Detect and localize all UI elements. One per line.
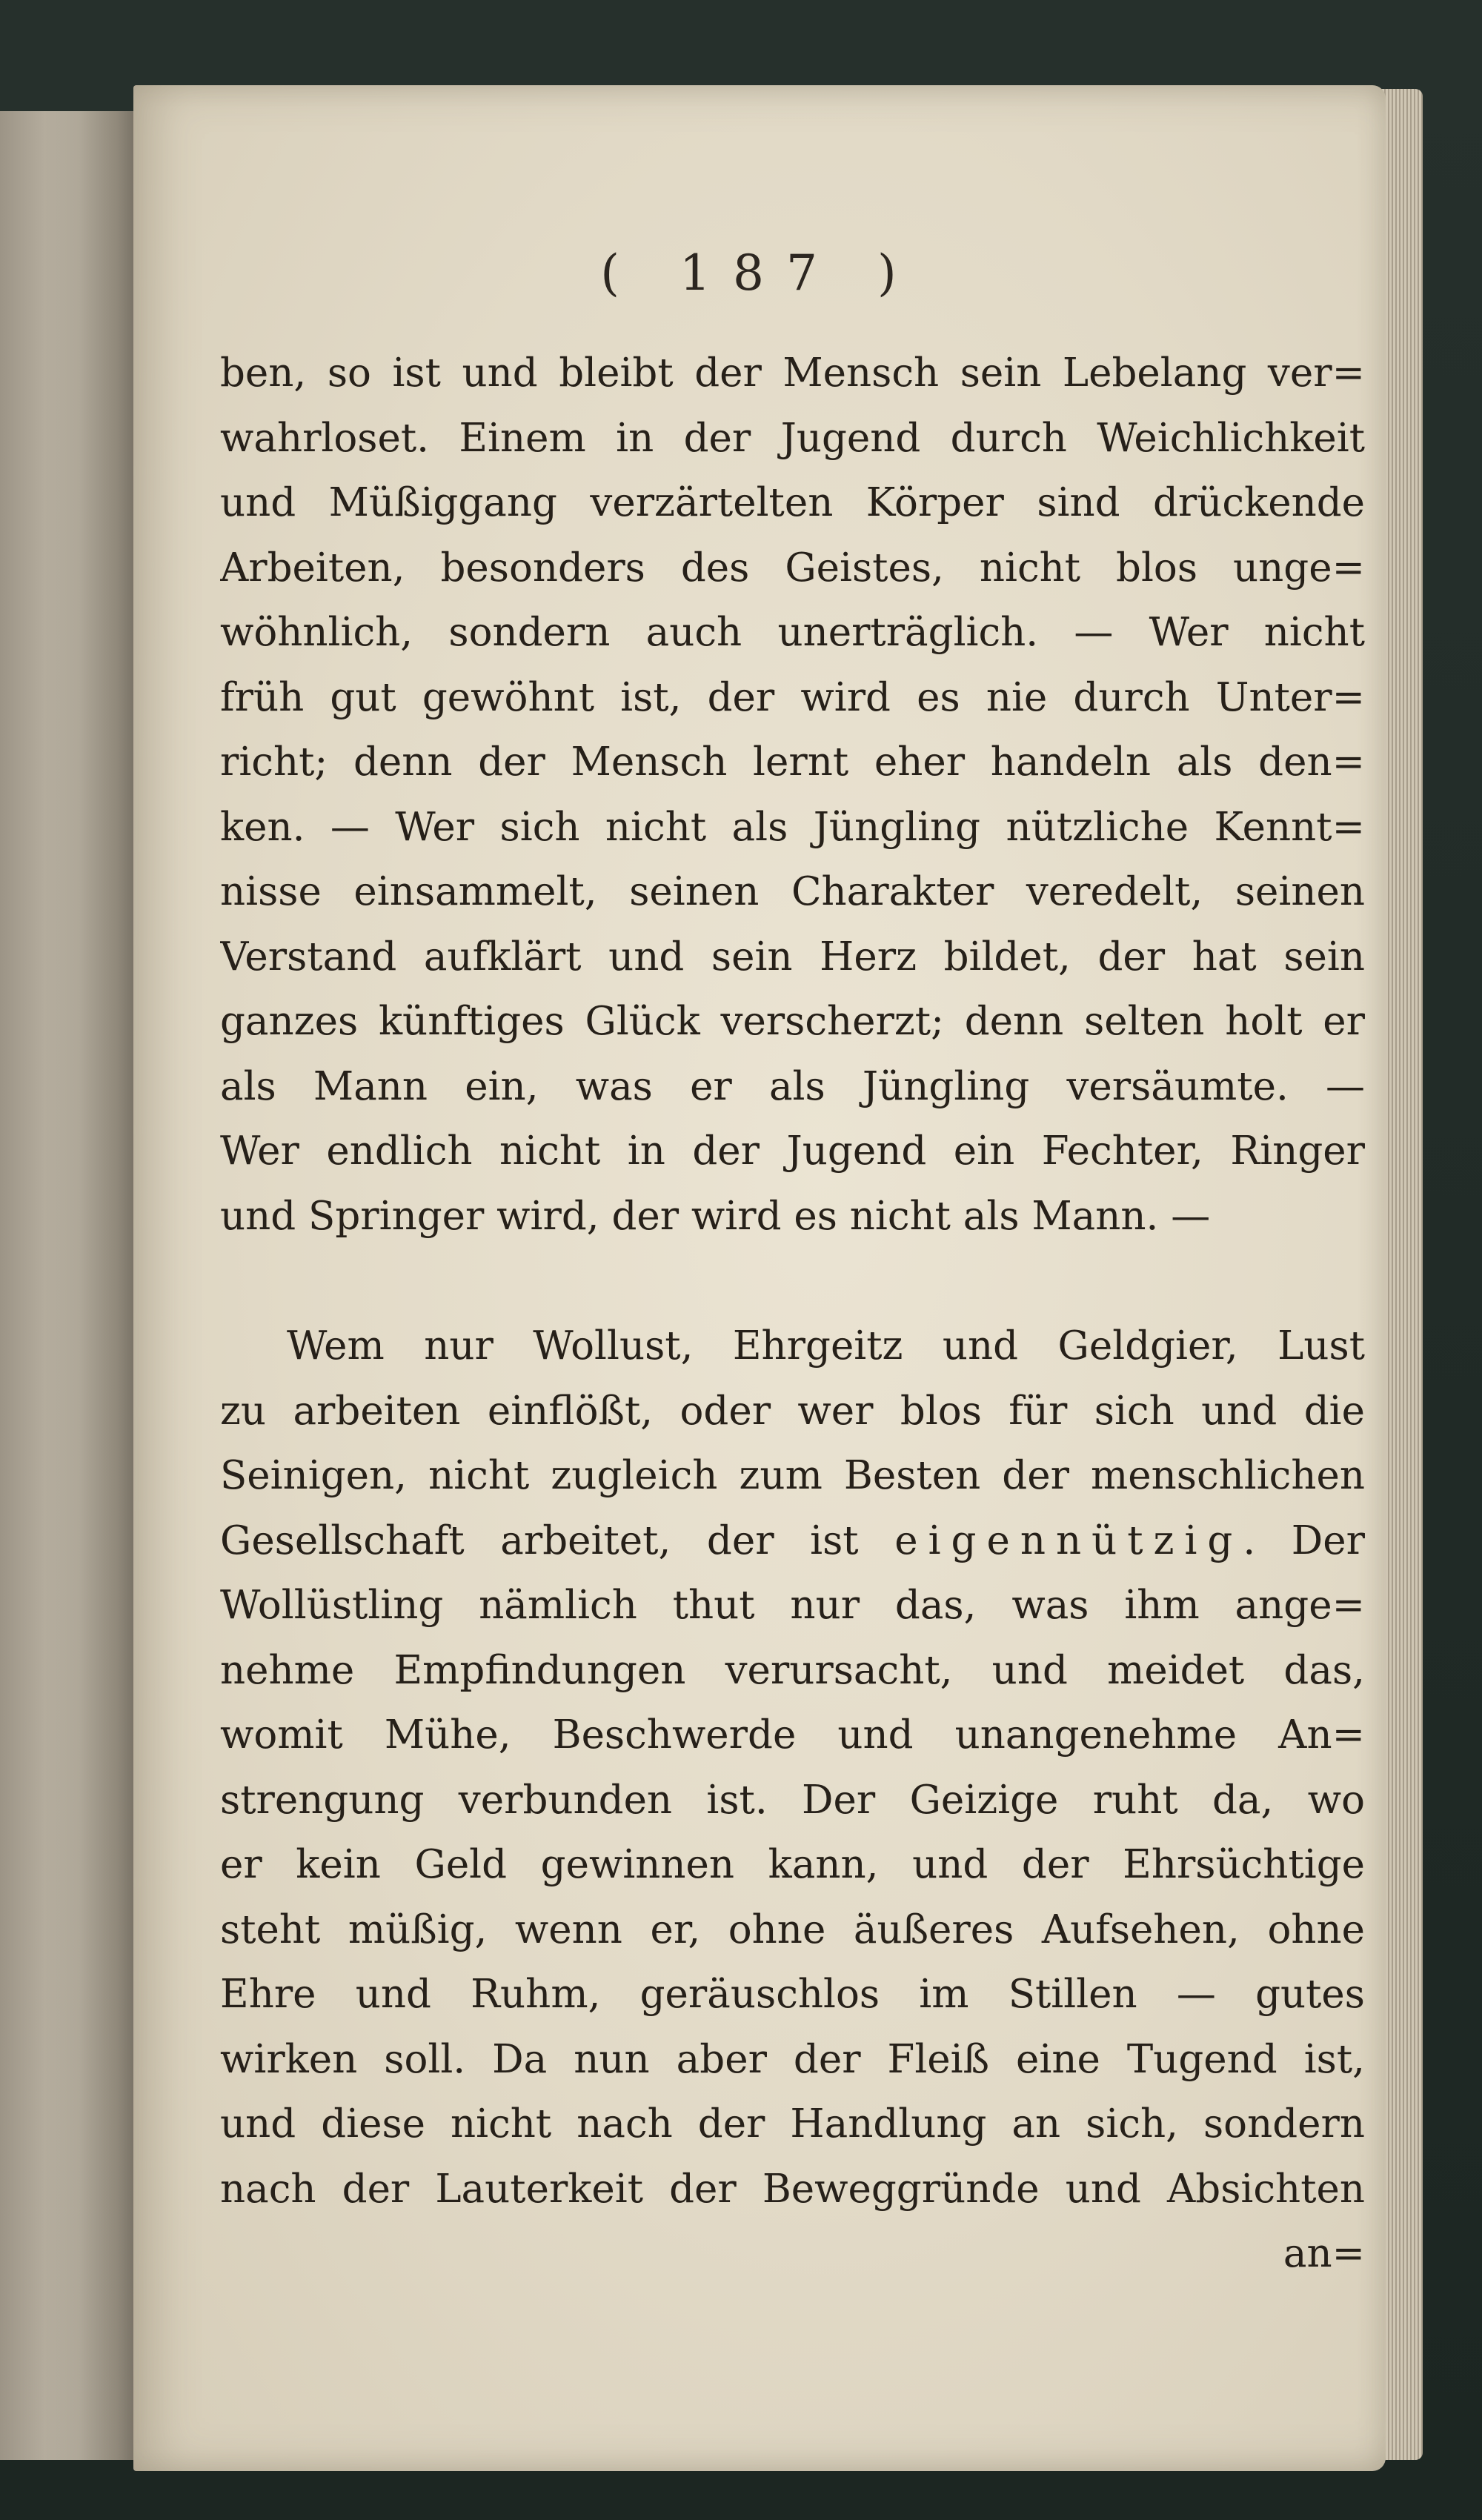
text-line: Wer endlich nicht in der Jugend ein Fechter, Ringer bbox=[220, 1128, 1365, 1174]
text-line: womit Mühe, Beschwerde und unangenehme An= bbox=[220, 1712, 1365, 1758]
text-line: nehme Empfindungen verursacht, und meidet das, bbox=[220, 1647, 1365, 1693]
text-line: als Mann ein, was er als Jüngling versäumte. — bbox=[220, 1063, 1365, 1109]
text-line: Gesellschaft arbeitet, der ist eigennützig. Der bbox=[220, 1517, 1365, 1563]
text-line: wirken soll. Da nun aber der Fleiß eine Tugend ist, bbox=[220, 2036, 1365, 2082]
emphasized-word: eigennützig bbox=[894, 1517, 1243, 1563]
text-line: ganzes künftiges Glück verscherzt; denn selten holt er bbox=[220, 999, 1365, 1044]
text-line: Wollüstling nämlich thut nur das, was ihm ange= bbox=[220, 1583, 1365, 1628]
text-line: Ehre und Ruhm, geräuschlos im Stillen — gutes bbox=[220, 1972, 1365, 2017]
text-line: steht müßig, wenn er, ohne äußeres Aufsehen, ohne bbox=[220, 1906, 1365, 1952]
text-line: und Müßiggang verzärtelten Körper sind drückende bbox=[220, 480, 1365, 525]
catchword: an= bbox=[1283, 2231, 1365, 2276]
page-number: ( 187 ) bbox=[600, 245, 919, 302]
page-text bbox=[220, 341, 1365, 2287]
text-line: richt; denn der Mensch lernt eher handeln als den= bbox=[220, 739, 1365, 785]
text-line: nisse einsammelt, seinen Charakter veredelt, seinen bbox=[220, 869, 1365, 914]
text-line: und Springer wird, der wird es nicht als Mann. — bbox=[220, 1193, 1211, 1239]
text-line: Arbeiten, besonders des Geistes, nicht blos unge= bbox=[220, 545, 1365, 591]
text-line: ben, so ist und bleibt der Mensch sein Lebelang ver= bbox=[220, 350, 1365, 396]
book-page bbox=[133, 85, 1386, 2471]
paragraph-break bbox=[220, 1249, 1365, 1314]
text-line: früh gut gewöhnt ist, der wird es nie durch Unter= bbox=[220, 674, 1365, 720]
text-line: ken. — Wer sich nicht als Jüngling nützliche Kennt= bbox=[220, 804, 1365, 850]
text-line: Verstand aufklärt und sein Herz bildet, der hat sein bbox=[220, 934, 1365, 980]
text-line: zu arbeiten einflößt, oder wer blos für sich und die bbox=[220, 1388, 1365, 1434]
text-line: und diese nicht nach der Handlung an sich, sondern bbox=[220, 2101, 1365, 2147]
text-line: er kein Geld gewinnen kann, und der Ehrsüchtige bbox=[220, 1842, 1365, 1887]
book-gutter-shadow bbox=[44, 111, 148, 2460]
text-line: Wem nur Wollust, Ehrgeitz und Geldgier, Lust bbox=[287, 1323, 1365, 1369]
text-line: wöhnlich, sondern auch unerträglich. — Wer nicht bbox=[220, 610, 1365, 655]
text-line: strengung verbunden ist. Der Geizige ruht da, wo bbox=[220, 1777, 1365, 1823]
text-line: wahrloset. Einem in der Jugend durch Weichlichkeit bbox=[220, 415, 1365, 461]
text-line: nach der Lauterkeit der Beweggründe und Absichten bbox=[220, 2166, 1365, 2212]
text-line: Seinigen, nicht zugleich zum Besten der menschlichen bbox=[220, 1453, 1365, 1498]
